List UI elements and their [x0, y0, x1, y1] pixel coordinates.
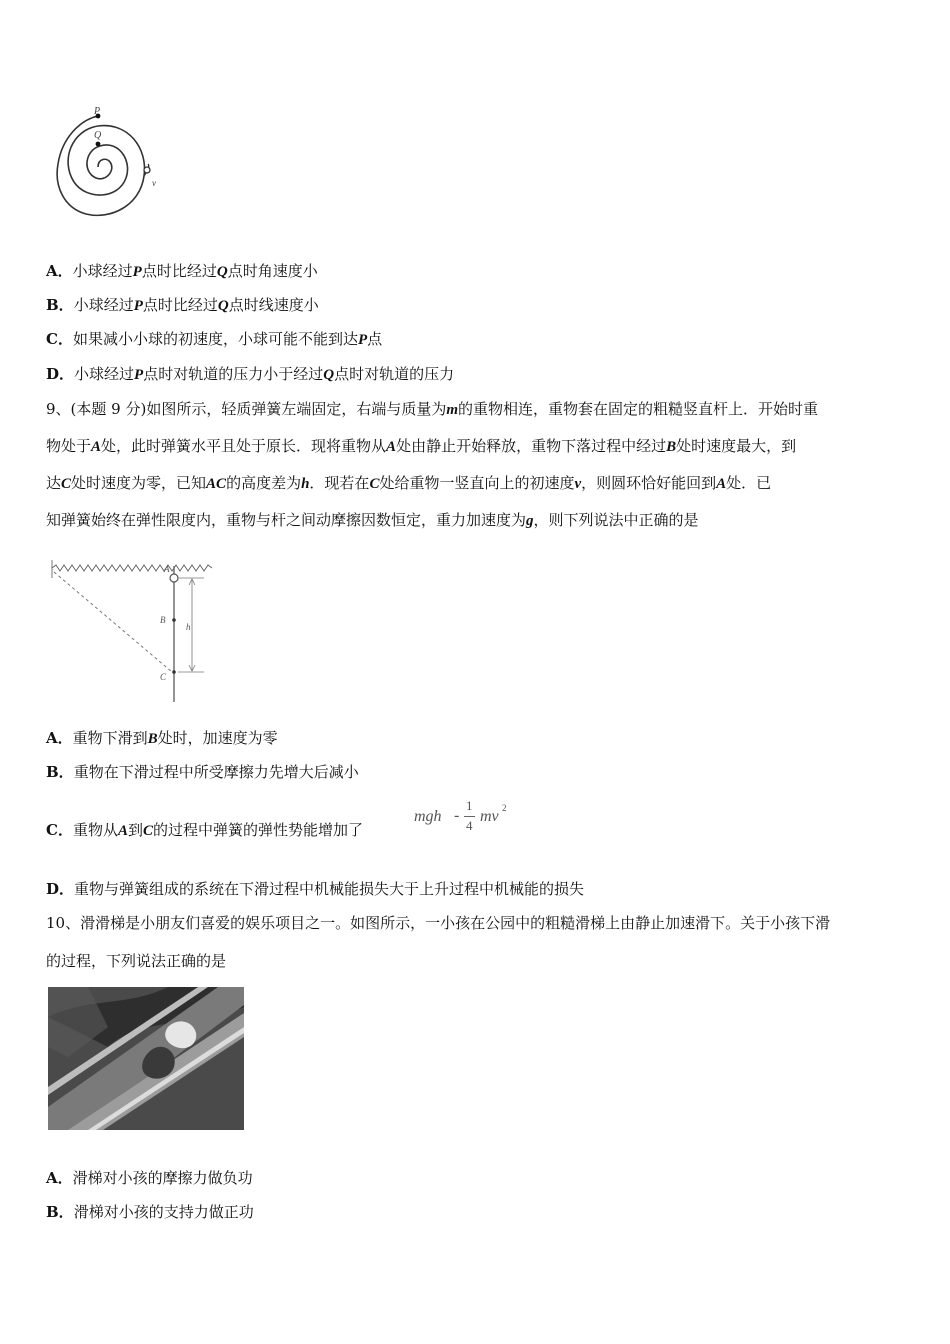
- label-v: v: [152, 178, 156, 188]
- q10-option-a: A．滑梯对小孩的摩擦力做负功: [46, 1169, 253, 1187]
- spring-coil: [52, 565, 212, 571]
- label-c: C: [160, 672, 167, 682]
- q9-stem-line-2: 物处于A处，此时弹簧水平且处于原长．现将重物从A处由静止开始释放，重物下落过程中经过B处时速度最大，到: [46, 437, 797, 455]
- q9-option-c: C．重物从A到C的过程中弹簧的弹性势能增加了: [46, 821, 364, 839]
- point-q-dot: [96, 142, 101, 147]
- dashed-stretched-spring: [54, 572, 172, 672]
- weight-ring: [170, 574, 178, 582]
- energy-formula: mgh - 1 4 mv 2: [414, 798, 507, 833]
- q8-option-a: A．小球经过P点时比经过Q点时角速度小: [46, 262, 318, 280]
- label-b: B: [160, 615, 166, 625]
- label-a: A: [164, 564, 170, 574]
- q9-stem-line-1: 9、(本题 9 分)如图所示，轻质弹簧左端固定，右端与质量为m的重物相连，重物套在固定的粗糙竖直杆上．开始时重: [46, 400, 819, 418]
- spiral-track-figure: [50, 104, 170, 229]
- q8-option-d: D．小球经过P点时对轨道的压力小于经过Q点时对轨道的压力: [46, 365, 455, 383]
- ball-circle: [144, 167, 150, 173]
- slide-photo-graphic: [48, 987, 244, 1130]
- label-q: Q: [94, 130, 102, 141]
- q9-option-d: D．重物与弹簧组成的系统在下滑过程中机械能损失大于上升过程中机械能的损失: [46, 880, 585, 898]
- fraction-bar: [464, 816, 475, 817]
- q9-stem-line-3: 达C处时速度为零，已知AC的高度差为h．现若在C处给重物一竖直向上的初速度v，则圆环恰好能回到A处．已: [46, 474, 772, 492]
- label-p: P: [94, 106, 101, 117]
- q9-option-b: B．重物在下滑过程中所受摩擦力先增大后减小: [46, 763, 359, 781]
- label-h: h: [186, 622, 191, 632]
- slide-photo: [48, 987, 244, 1130]
- q8-option-c: C．如果减小小球的初速度，小球可能不能到达P点: [46, 330, 383, 348]
- point-b-dot: [172, 618, 176, 622]
- q10-stem-line-1: 10、滑滑梯是小朋友们喜爱的娱乐项目之一。如图所示，一小孩在公园中的粗糙滑梯上由静止加速滑下。关于小孩下滑: [46, 914, 831, 932]
- q8-option-b: B．小球经过P点时比经过Q点时线速度小: [46, 296, 319, 314]
- q9-stem-line-4: 知弹簧始终在弹性限度内，重物与杆之间动摩擦因数恒定，重力加速度为g，则下列说法中正确的是: [46, 511, 699, 529]
- spring-rod-figure: [44, 558, 214, 704]
- q10-option-b: B．滑梯对小孩的支持力做正功: [46, 1203, 254, 1221]
- point-c-dot: [172, 670, 176, 674]
- q9-option-a: A．重物下滑到B处时，加速度为零: [46, 729, 278, 747]
- q10-stem-line-2: 的过程，下列说法正确的是: [46, 952, 227, 970]
